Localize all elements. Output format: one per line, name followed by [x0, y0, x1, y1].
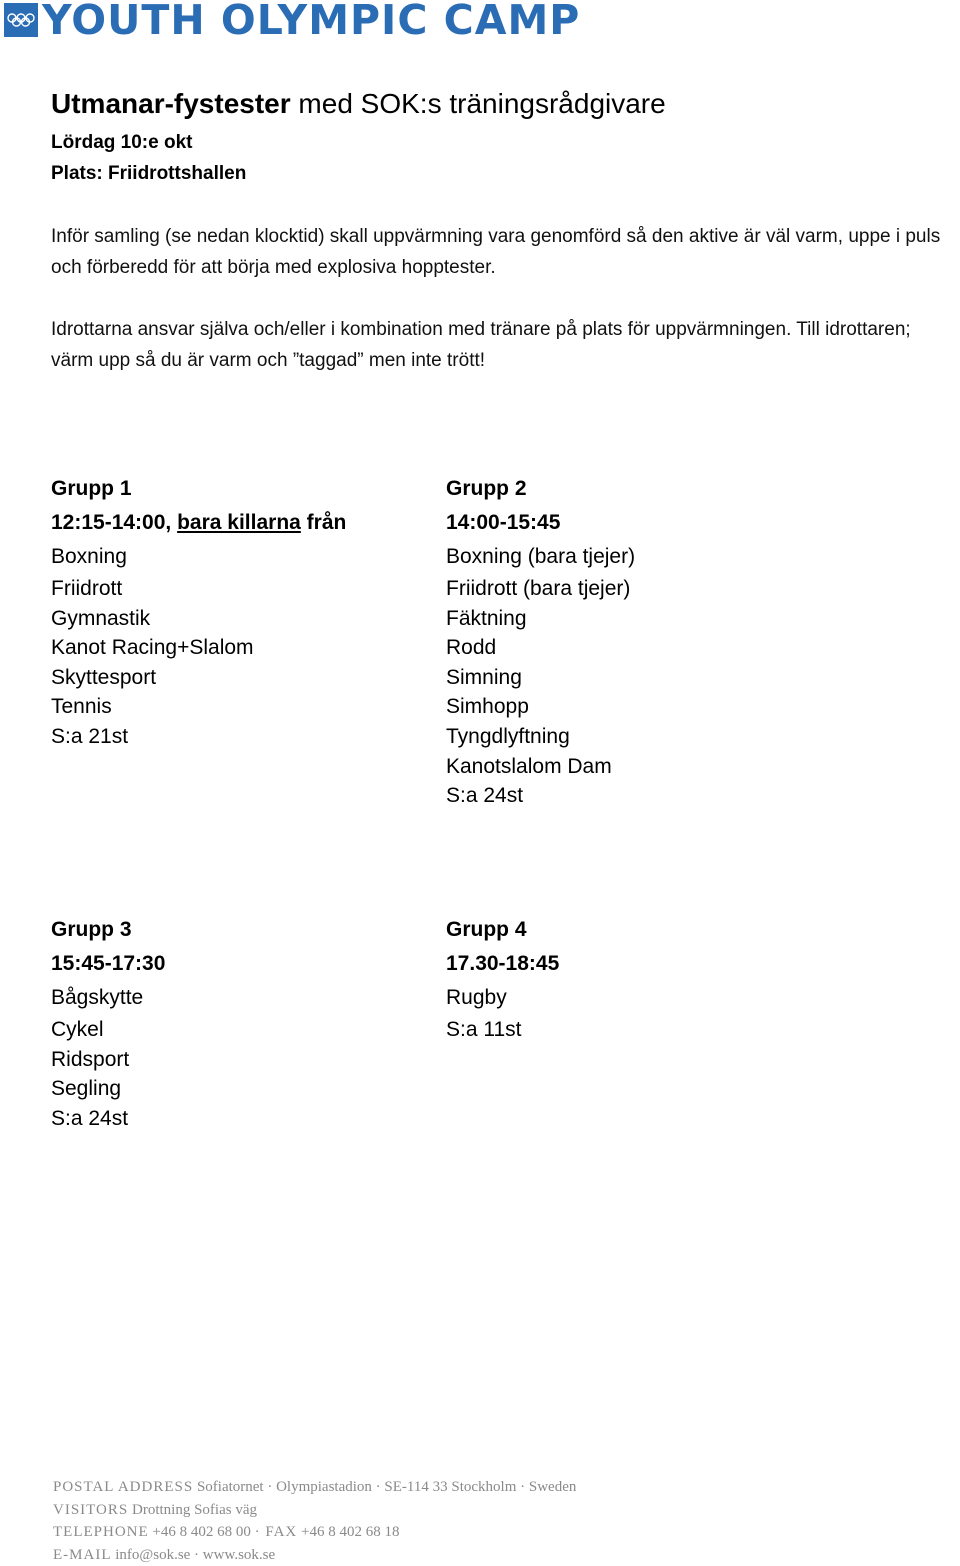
list-item: Fäktning [446, 604, 635, 634]
list-item: Bågskytte [51, 981, 165, 1015]
warmup-paragraph: Idrottarna ansvar själva och/eller i kombination med tränare på plats för uppvärmningen. Till idrottaren; värm upp så du är varm och ”taggad” men inte trött! [51, 314, 956, 376]
group-3-title: Grupp 3 [51, 913, 165, 947]
group-1-title: Grupp 1 [51, 472, 346, 506]
group-3 [51, 913, 165, 1133]
list-item: Boxning [51, 540, 346, 574]
group-2-list [446, 540, 635, 811]
brand-title: YOUTH OLYMPIC CAMP [42, 0, 580, 40]
list-item: Gymnastik [51, 604, 346, 634]
group-4-list [446, 981, 559, 1045]
list-item: S:a 21st [51, 722, 346, 752]
list-item: Skyttesport [51, 663, 346, 693]
list-item: Kanot Racing+Slalom [51, 633, 346, 663]
header [4, 0, 580, 40]
group-1-time: 12:15-14:00, bara killarna från [51, 506, 346, 540]
footer-postal: POSTAL ADDRESS Sofiatornet · Olympiastadion · SE-114 33 Stockholm · Sweden [53, 1476, 576, 1499]
title-rest: med SOK:s träningsrådgivare [291, 88, 666, 119]
list-item: Kanotslalom Dam [446, 752, 635, 782]
list-item: S:a 24st [446, 781, 635, 811]
intro-paragraph: Inför samling (se nedan klocktid) skall uppvärmning vara genomförd så den aktive är väl varm, uppe i puls och förberedd för att börja med explosiva hopptester. [51, 221, 956, 283]
group-1-underlined: bara killarna [177, 511, 301, 534]
date: Lördag 10:e okt [51, 131, 192, 155]
list-item: Cykel [51, 1015, 165, 1045]
group-2-time: 14:00-15:45 [446, 506, 635, 540]
page-title [51, 86, 666, 122]
list-item: Boxning (bara tjejer) [446, 540, 635, 574]
group-4-title: Grupp 4 [446, 913, 559, 947]
group-2 [446, 472, 635, 811]
title-bold: Utmanar-fystester [51, 88, 291, 119]
list-item: S:a 11st [446, 1015, 559, 1045]
olympic-rings-icon [4, 3, 38, 37]
group-2-title: Grupp 2 [446, 472, 635, 506]
group-3-time: 15:45-17:30 [51, 947, 165, 981]
footer-visitors: VISITORS Drottning Sofias väg [53, 1499, 576, 1522]
list-item: S:a 24st [51, 1104, 165, 1134]
list-item: Ridsport [51, 1045, 165, 1075]
list-item: Simhopp [446, 692, 635, 722]
list-item: Segling [51, 1074, 165, 1104]
group-4 [446, 913, 559, 1045]
footer [53, 1476, 576, 1566]
footer-telephone: TELEPHONE +46 8 402 68 00 · FAX +46 8 402 68 18 [53, 1521, 576, 1544]
list-item: Tennis [51, 692, 346, 722]
group-1-list [51, 540, 346, 752]
group-4-time: 17.30-18:45 [446, 947, 559, 981]
list-item: Friidrott [51, 574, 346, 604]
list-item: Friidrott (bara tjejer) [446, 574, 635, 604]
list-item: Tyngdlyftning [446, 722, 635, 752]
group-1 [51, 472, 346, 752]
place: Plats: Friidrottshallen [51, 162, 246, 186]
list-item: Rodd [446, 633, 635, 663]
list-item: Simning [446, 663, 635, 693]
footer-email: E-MAIL info@sok.se · www.sok.se [53, 1544, 576, 1566]
list-item: Rugby [446, 981, 559, 1015]
group-3-list [51, 981, 165, 1133]
